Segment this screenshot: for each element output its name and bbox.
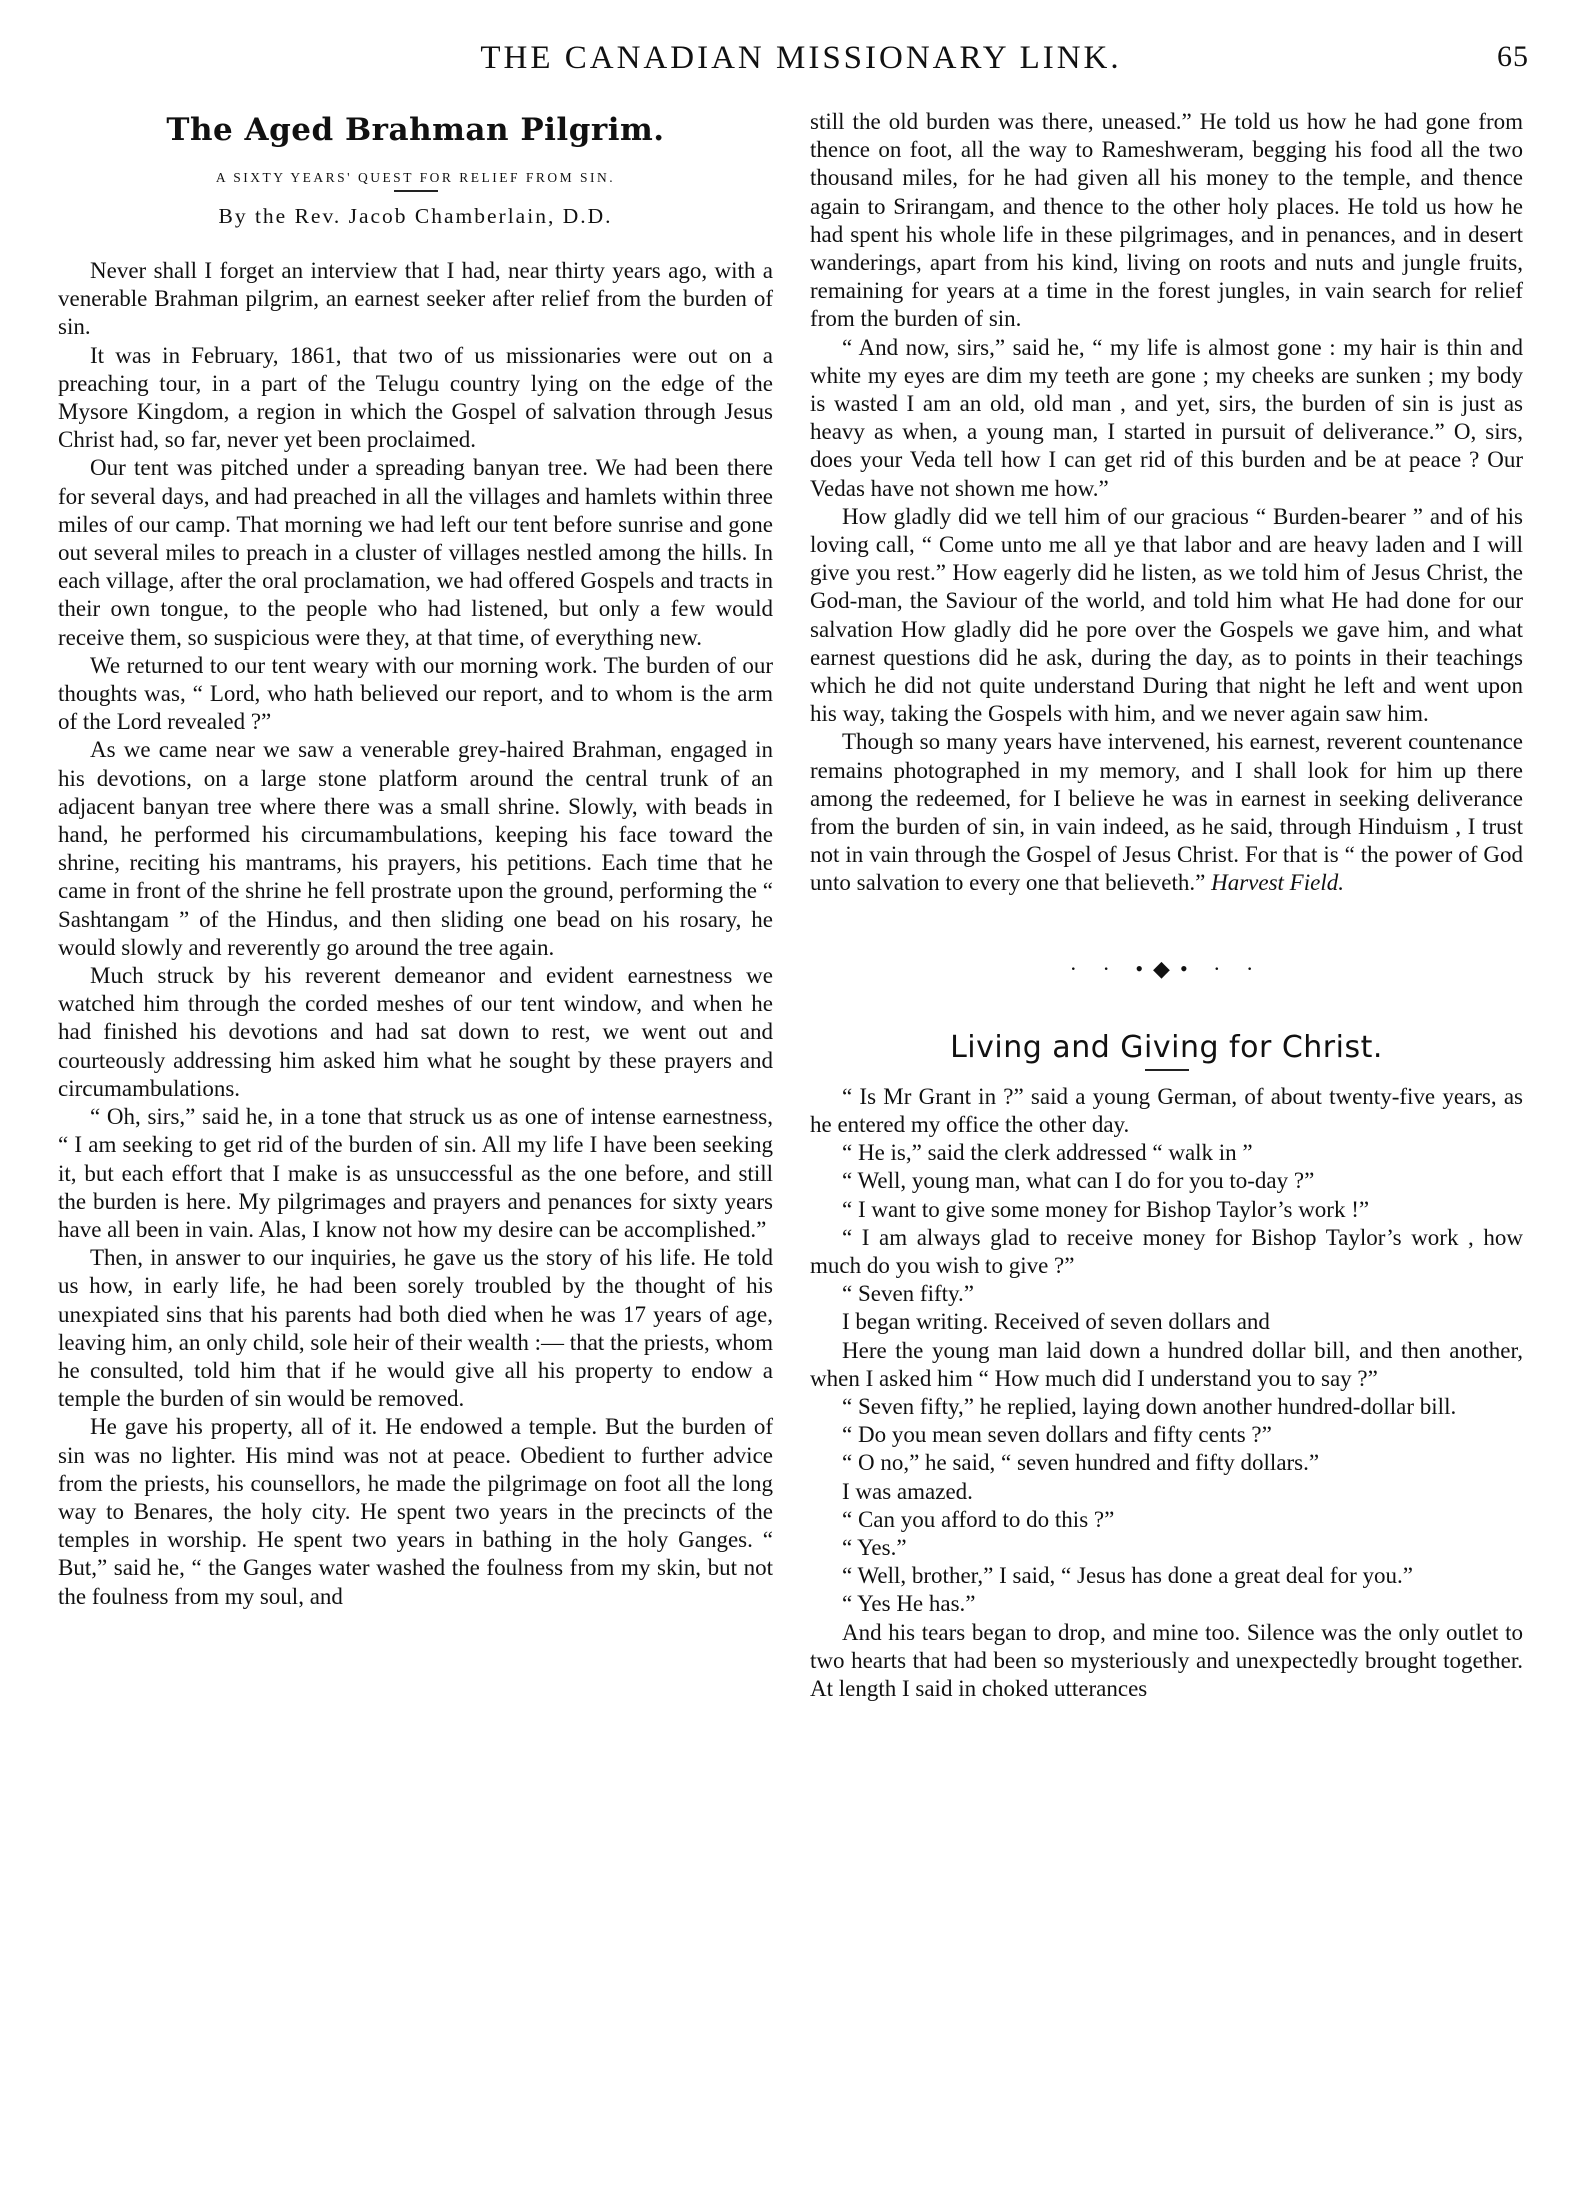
article-title: The Aged Brahman Pilgrim. — [166, 112, 665, 148]
article-title: Living and Giving for Christ. — [950, 1029, 1383, 1065]
paragraph: As we came near we saw a venerable grey-haired Brahman, engaged in his devotions, on a large stone platform around the central trunk of an adjacent banyan tree where there was a small shrine. Slowly, with beads in hand, he performed his circumambulations, keeping his face toward the shrine, reciting his mantrams, his prayers, his petitions. Each time that he came in front of the shrine he fell prostrate upon the ground, performing the “ Sashtangam ” of the Hindus, and then sliding one bead on his rosary, he would slowly and reverently go around the tree again. — [58, 737, 773, 960]
title-rule — [394, 190, 438, 192]
paragraph: “ Can you afford to do this ?” — [842, 1506, 1115, 1532]
article-byline: By the Rev. Jacob Chamberlain, D.D. — [218, 204, 613, 228]
paragraph: It was in February, 1861, that two of us missionaries were out on a preaching tour, in a part of the Telugu country lying on the edge of the Mysore Kingdom, a region in which the Gospel of salvation through Jesus Christ had, so far, never yet been proclaimed. — [58, 342, 773, 453]
title-rule — [1145, 1069, 1189, 1071]
paragraph: “ Seven fifty,” he replied, laying down another hundred-dollar bill. — [842, 1393, 1457, 1419]
paragraph: “ And now, sirs,” said he, “ my life is almost gone : my hair is thin and white my eyes are dim my teeth are gone ; my cheeks are sunken ; my body is wasted I am an old, old man , and yet, sirs, the burden of sin is just as heavy as when, a young man, I started in pursuit of deliverance.” O, sirs, does your Veda tell how I can get rid of this burden and be at peace ? Our Vedas have not shown me how.” — [810, 334, 1523, 501]
paragraph: “ He is,” said the clerk addressed “ walk in ” — [842, 1140, 1253, 1166]
paragraph: How gladly did we tell him of our gracious “ Burden-bearer ” and of his loving call, “ Come unto me all ye that labor and are heavy laden and I will give you rest.” How eagerly did he listen, as we told him of Jesus Christ, the God-man, the Saviour of the world, and told him what He had done for our salvation How gladly did he pore over the Gospels we gave him, and what earnest questions did he ask, during the day, as to points in their teachings which he did not quite understand During that night he left and went upon his way, taking the Gospels with him, and we never again saw him. — [810, 503, 1523, 727]
paragraph — [810, 728, 1523, 897]
paragraph: Then, in answer to our inquiries, he gave us the story of his life. He told us how, in early life, he had been sorely troubled by the thought of his unexpiated sins that his parents had both died when he was 17 years of age, leaving him, an only child, sole heir of their wealth :— that the priests, whom he consulted, told him that if he would give all his property to endow a temple the burden of sin would be removed. — [58, 1245, 773, 1412]
right-column — [810, 108, 1523, 1703]
paragraph-text: Though so many years have intervened, his earnest, reverent countenance remains photographed in my memory, and I shall look for him up there among the redeemed, for I believe he was in earnest in seeking deliverance from the burden of sin, in vain indeed, as he said, through Hinduism , I trust not in vain through the Gospel of Jesus Christ. For that is “ the power of God unto salvation to every one that believeth.” — [810, 729, 1523, 896]
paragraph: Here the young man laid down a hundred dollar bill, and then another, when I asked him “ How much did I understand you to say ?” — [810, 1337, 1523, 1391]
paragraph: “ Well, young man, what can I do for you to-day ?” — [842, 1168, 1315, 1194]
paragraph: Much struck by his reverent demeanor and evident earnestness we watched him through the corded meshes of our tent window, and when he had finished his devotions and had sat down to rest, we went out and courteously addressing him asked him what he sought by these prayers and circumambulations. — [58, 963, 773, 1101]
paragraph: He gave his property, all of it. He endowed a temple. But the burden of sin was no lighter. His mind was not at peace. Obedient to further advice from the priests, his counsellors, he made the pilgrimage on foot all the long way to Benares, the holy city. He spent two years in the precincts of the temples in worship. He spent two years in bathing in the holy Ganges. “ But,” said he, “ the Ganges water washed the foulness from my skin, but not the foulness from my soul, and — [58, 1414, 773, 1609]
paragraph: We returned to our tent weary with our morning work. The burden of our thoughts was, “ Lord, who hath believed our report, and to whom is the arm of the Lord revealed ?” — [58, 652, 773, 735]
paragraph: “ Well, brother,” I said, “ Jesus has done a great deal for you.” — [842, 1563, 1413, 1589]
source-signature: Harvest Field. — [1211, 870, 1344, 896]
paragraph: Never shall I forget an interview that I had, near thirty years ago, with a venerable Brahman pilgrim, an earnest seeker after relief from the burden of sin. — [58, 258, 773, 340]
paragraph: I began writing. Received of seven dollars and — [842, 1309, 1270, 1335]
paragraph: “ Do you mean seven dollars and fifty cents ?” — [842, 1422, 1272, 1448]
paragraph: “ O no,” he said, “ seven hundred and fifty dollars.” — [842, 1450, 1320, 1476]
paragraph: “ Yes He has.” — [842, 1591, 976, 1617]
article-subtitle: A SIXTY YEARS' QUEST FOR RELIEF FROM SIN. — [215, 170, 616, 185]
paragraph: still the old burden was there, uneased.” He told us how he had gone from thence on foot, all the way to Rameshweram, begging his food all the two thousand miles, for he had given all his money to the temple, and thence again to Srirangam, and thence to the other holy places. He told us how he had spent his whole life in these pilgrimages, and in penances, and in desert wanderings, apart from his kind, living on roots and nuts and jungle fruits, remaining for years at a time in the forest jungles, in vain search for relief from the burden of sin. — [810, 109, 1523, 332]
paragraph: “ Yes.” — [842, 1534, 907, 1560]
paragraph: Our tent was pitched under a spreading banyan tree. We had been there for several days, and had preached in all the villages and hamlets within three miles of our camp. That morning we had left our tent before sunrise and gone out several miles to preach in a cluster of villages nestled among the hills. In each village, after the oral proclamation, we had offered Gospels and tracts in their own tongue, to the people who had listened, but only a few would receive them, so suspicious were they, at that time, of everything new. — [58, 455, 773, 650]
paragraph: “ I want to give some money for Bishop Taylor’s work !” — [842, 1196, 1370, 1222]
paragraph: “ Oh, sirs,” said he, in a tone that struck us as one of intense earnestness, “ I am seeking to get rid of the burden of sin. All my life I have been seeking it, but each effort that I make is as unsuccessful as the one before, and still the burden is here. My pilgrimages and prayers and penances for sixty years have all been in vain. Alas, I know not how my desire can be accomplished.” — [58, 1104, 773, 1242]
page-number: 65 — [1497, 40, 1529, 73]
paragraph: “ Seven fifty.” — [842, 1281, 974, 1307]
section-ornament: · · •◆• · · — [1069, 955, 1264, 981]
page-header — [55, 40, 1547, 90]
paragraph: “ Is Mr Grant in ?” said a young German, of about twenty-five years, as he entered my office the other day. — [810, 1083, 1523, 1137]
paragraph: I was amazed. — [842, 1478, 973, 1504]
paragraph: And his tears began to drop, and mine too. Silence was the only outlet to two hearts that had been so mysteriously and unexpectedly brought together. At length I said in choked utterances — [810, 1619, 1523, 1701]
paragraph: “ I am always glad to receive money for Bishop Taylor’s work , how much do you wish to give ?” — [810, 1224, 1523, 1278]
left-column — [58, 108, 773, 1611]
running-title: THE CANADIAN MISSIONARY LINK. — [480, 40, 1122, 76]
